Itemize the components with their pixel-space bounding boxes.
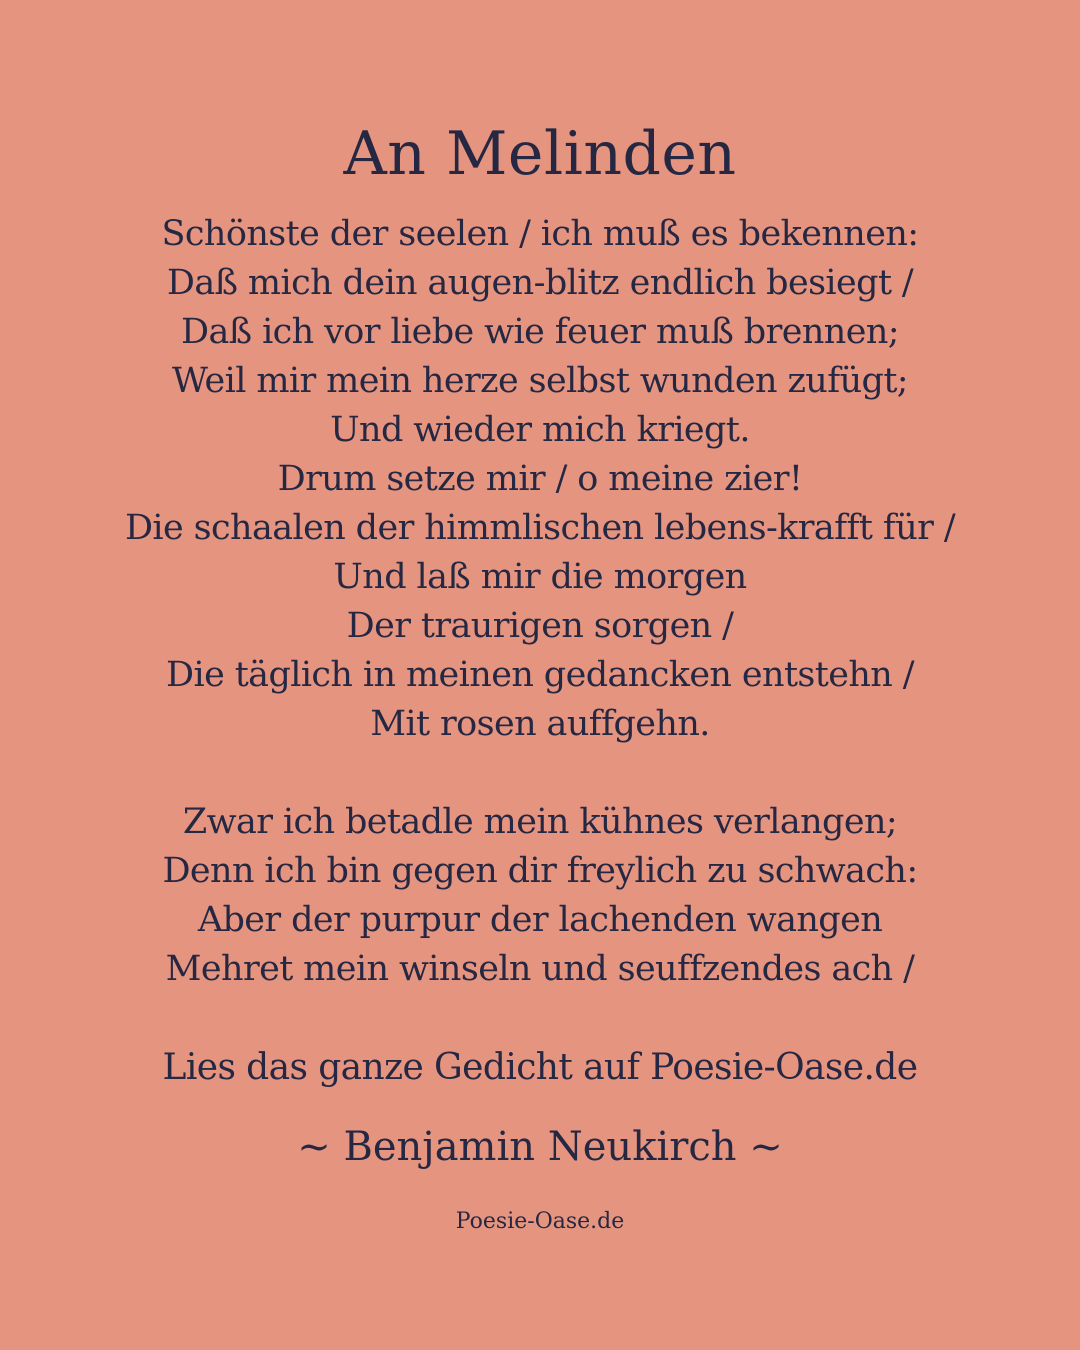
poem-line: Aber der purpur der lachenden wangen (197, 900, 883, 940)
poem-line: Daß ich vor liebe wie feuer muß brennen; (181, 312, 899, 352)
poem-line: Denn ich bin gegen dir freylich zu schwach: (162, 851, 918, 891)
poem-line: Und wieder mich kriegt. (330, 410, 750, 450)
poem-title: An Melinden (343, 119, 737, 189)
poem-line: Weil mir mein herze selbst wunden zufügt; (171, 361, 908, 401)
read-full-poem-text: Lies das ganze Gedicht auf Poesie-Oase.de (162, 1047, 918, 1088)
stanza-1 (0, 210, 1080, 749)
poem-line: Und laß mir die morgen (333, 557, 747, 597)
stanza-2 (0, 798, 1080, 994)
poem-line: Der traurigen sorgen / (346, 606, 734, 646)
poem-line: Die schaalen der himmlischen lebens-krafft für / (124, 508, 956, 548)
author-name: ~ Benjamin Neukirch ~ (297, 1124, 783, 1170)
poem-line: Mehret mein winseln und seuffzendes ach / (165, 949, 915, 989)
poem-line: Mit rosen auffgehn. (370, 704, 710, 744)
poem-line: Schönste der seelen / ich muß es bekennen: (161, 214, 919, 254)
site-watermark: Poesie-Oase.de (455, 1209, 625, 1234)
poem-line: Daß mich dein augen-blitz endlich besiegt / (166, 263, 914, 303)
poem-line: Die täglich in meinen gedancken entstehn / (166, 655, 914, 695)
poem-line: Drum setze mir / o meine zier! (277, 459, 803, 499)
poem-line: Zwar ich betadle mein kühnes verlangen; (182, 802, 898, 842)
poem-body (0, 210, 1080, 1043)
